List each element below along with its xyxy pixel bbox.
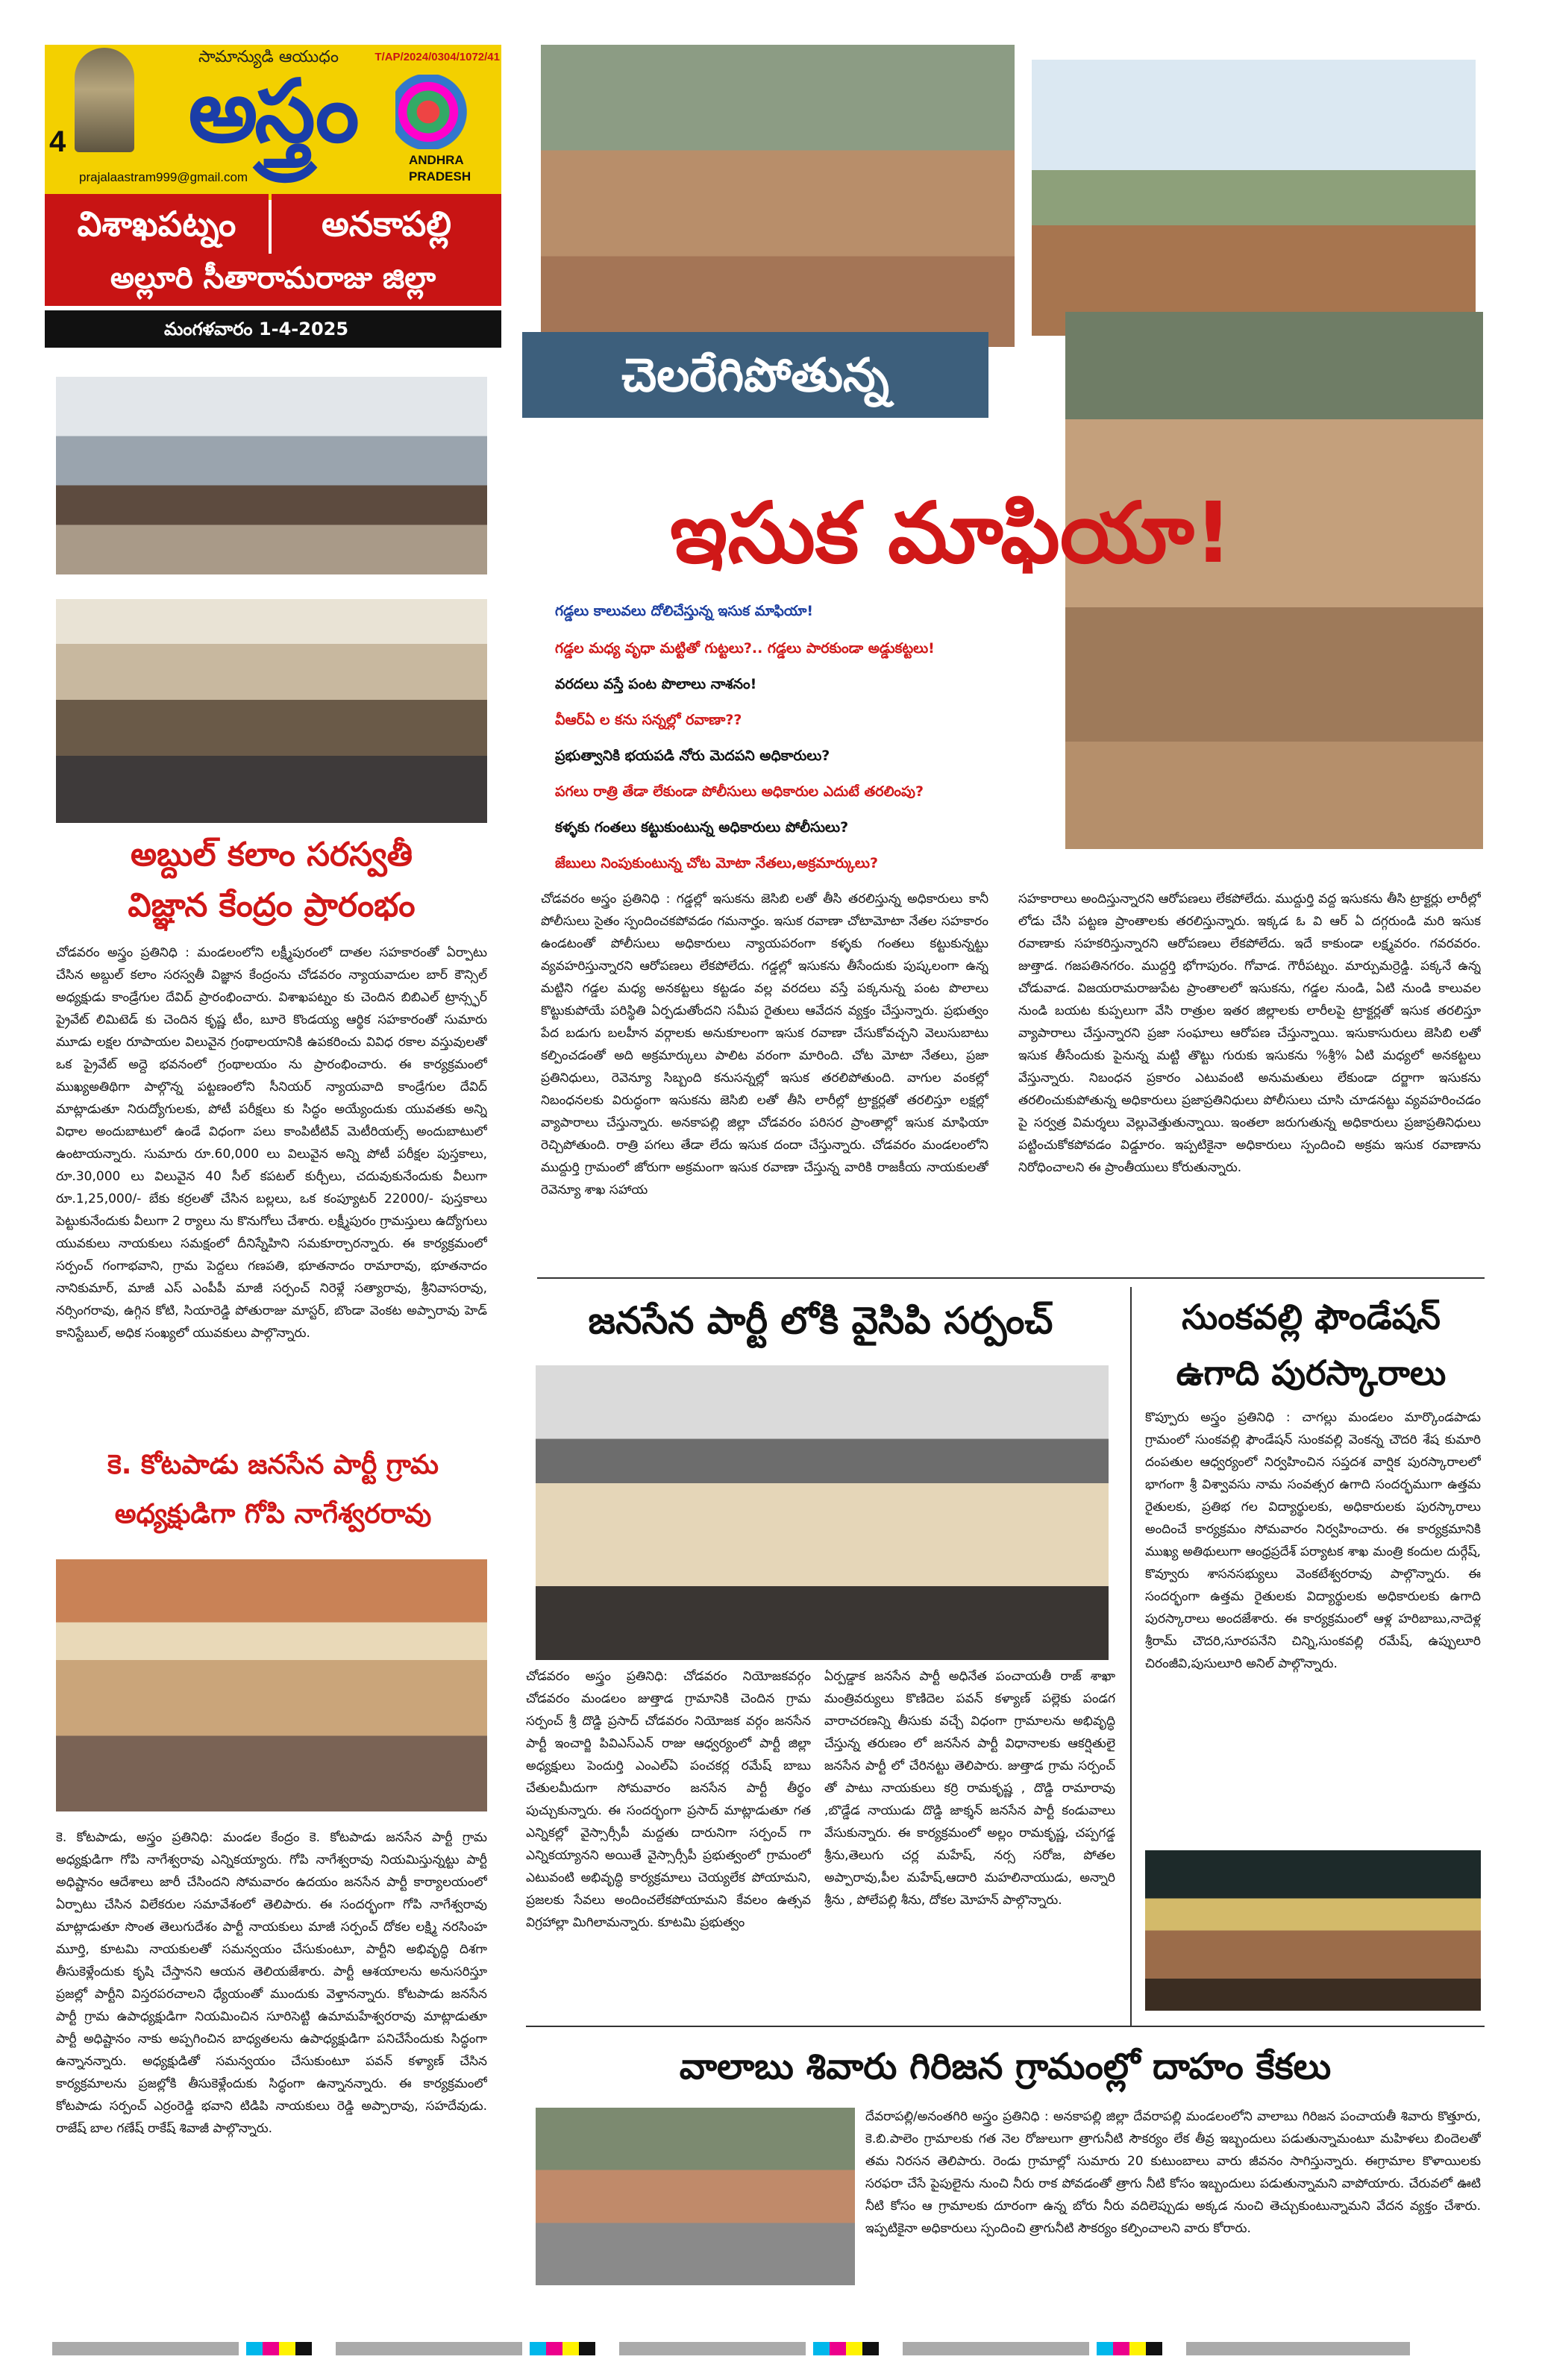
sand-headline: ఇసుక మాఫియా!	[670, 485, 1232, 582]
page-number: 4	[49, 125, 66, 158]
sand-subhead-6: పగలు రాత్రి తేడా లేకుండా పోలీసులు అధికారుల ఎదుటే తరలింపు?	[551, 777, 1028, 806]
kalam-title-2: విజ్ఞాన కేంద్రం ప్రారంభం	[128, 886, 416, 924]
sunkavalli-stage-photo	[1145, 1850, 1481, 2011]
print-strip-3	[336, 2342, 522, 2355]
janasena-title: జనసేన పార్టీ లోకి వైసిపి సర్పంచ్	[588, 1299, 1053, 1342]
janasena-body-right: ఏర్పడ్డాక జనసేన పార్టీ అధినేత పంచాయతీ రాజ్ శాఖా మంత్రివర్యులు కొణిదెల పవన్ కళ్యాణ్ పల్లెకు పండగ వారాచరణన్ని తీసుకు వచ్చే విధంగా గ్రామాలను అభివృద్ధి చేస్తున్న తరుణం లో జనసేన పార్టీ విధానాలకు ఆకర్షితులై జనసేన పార్టీ లో చేరినట్టు తెలిపారు. జుత్తాడ గ్రామ సర్పంచ్ తో పాటు నాయకులు కర్రి రామకృష్ణ , దొడ్డి రామారావు ,బొడ్డేడ నాయుడు దొడ్డి జాక్శన్ జనసేన పార్టీ కండువాలు వేసుకున్నారు. ఈ కార్యక్రమంలో అల్లం రామకృష్ణ, చప్పగడ్డ శ్రీను,తెలుగు చర్ల మహేష్, నర్స సరోజ, పోతల అప్పారావు,పీల మహేష్,ఆదారి మహలినాయుడు, అన్నారి శ్రీను , పోలేపల్లి శీను, దోకల మోహన్ పాల్గొన్నారు.	[824, 1669, 1115, 1908]
district-anakapalli: అనకాపల్లి	[272, 194, 501, 254]
ap-map-logo	[395, 75, 477, 149]
masthead-tagline: సామాన్యుడి ఆయుధం	[198, 48, 339, 66]
kotapadu-title-2: అధ్యక్షుడిగా గోపి నాగేశ్వరరావు	[114, 1499, 432, 1529]
district-alluri: అల్లూరి సీతారామరాజు జిల్లా	[45, 254, 501, 306]
janasena-body-left: చోడవరం అస్త్రం ప్రతినిధి: చోడవరం నియోజకవర్గం చోడవరం మండలం జుత్తాడ గ్రామానికి చెందిన గ్రామ సర్పంచ్ శ్రీ దొడ్డి ప్రసాద్ చోడవరం నియోజక వర్గం జనసేన పార్టీ ఇంచార్జి పివిఎస్ఎన్ రాజు ఆధ్వర్యంలో పార్టీ జిల్లా అధ్యక్షులు పెందుర్తి ఎంఎల్ఏ పంచకర్ల రమేష్ బాబు చేతులమీదుగా సోమవారం జనసేన పార్టీ తీర్థం పుచ్చుకున్నారు. ఈ సందర్భంగా ప్రసాద్ మాట్లాడుతూ గత ఎన్నికల్లో వైస్సార్సీపీ మద్దతు దారునిగా సర్పంచ్ గా ఎన్నికయ్యానని అయితే వైస్సార్సీపీ ప్రభుత్వంలో గ్రామంలో ఎటువంటి అభివృద్ధి కార్యక్రమాలు చెయ్యలేక పోయామని, ప్రజలకు సేవలు అందించలేకపోయామని కేవలం ఉత్సవ విగ్రహాల్లా మిగిలామన్నారు. కూటమి ప్రభుత్వం	[526, 1669, 811, 1930]
date-bar: మంగళవారం 1-4-2025	[45, 310, 501, 348]
print-strip-8	[1097, 2342, 1179, 2355]
kotapadu-photo	[56, 1559, 487, 1811]
sand-subhead-2: గడ్డల మధ్య వృధా మట్టితో గుట్టలు?.. గడ్డలు పారకుండా అడ్డుకట్టలు!	[551, 634, 1058, 663]
print-strip-4	[530, 2342, 612, 2355]
district-vizag: విశాఖపట్నం	[45, 194, 269, 254]
sand-subhead-3: వరదలు వస్తే పంట పొలాలు నాశనం!	[551, 670, 849, 698]
sand-photo-field	[1032, 60, 1476, 336]
print-strip-7	[903, 2342, 1089, 2355]
email-address: prajalaastram999@gmail.com	[79, 170, 248, 184]
print-strip-5	[619, 2342, 806, 2355]
sand-bottom-rule	[537, 1277, 1485, 1279]
sand-subhead-1: గడ్డలు కాలువలు దోలిచేస్తున్న ఇసుక మాఫియా!	[551, 597, 968, 625]
kalam-body: చోడవరం అస్త్రం ప్రతినిధి : మండలంలోని లక్ష్మీపురంలో దాతల సహకారంతో ఏర్పాటు చేసిన అబ్దుల్ కలాం సరస్వతీ విజ్ఞాన కేంద్రంను చోడవరం న్యాయవాదుల బార్ కౌన్సిల్ అధ్యక్షుడు కాండ్రేగుల దేవిద్ ప్రారంభించారు. విశాఖపట్నం కు చెందిన బిబిఎల్ ట్రాన్స్ఫర్ ప్రైవేట్ లిమిటెడ్ కు చెందిన కృష్ణ టీం, బూరె కొండయ్య ఆర్థిక సహకారంతో సుమారు మూడు లక్షల రూపాయల విలువైన గ్రంథాలయానికి ఉపకరించు వివిధ రకాల వస్తువులతో ఒక ప్రైవేట్ అద్దె భవనంలో గ్రంథాలయం ను ప్రారంభించారు. ఈ కార్యక్రమంలో ముఖ్యఅతిథిగా పాల్గొన్న పట్టణంలోని సీనియర్ న్యాయవాది కాండ్రేగుల దేవిద్ మాట్లాడుతూ నిరుద్యోగులకు, పోటీ పరీక్షలు కు సిద్ధం అయ్యేందుకు యువతకు అన్ని విధాల అందుబాటులో ఉండే విధంగా పలు కాంపిటీటివ్ మెటీరియల్స్ అందుబాటులో ఉంటాయన్నారు. సుమారు రూ.60,000 లు విలువైన అన్ని పోటీ పరీక్షల పుస్తకాలు, రూ.30,000 లు విలువైన 40 సీల్ కపటల్ కుర్చీలు, చదువుకునేందుకు వీలుగా రూ.1,25,000/- బేకు కర్రలతో చేసిన బల్లలు, ఒక కంప్యూటర్ 22000/- పుస్తకాలు పెట్టుకునేందుకు వీలుగా 2 ర్యాలు ను కొనుగోలు చేశారు. లక్ష్మీపురం గ్రామస్తులు ఉద్యోగులు యువకులు నాయకులు సమక్షంలో దీనిస్నేహిని సమకూర్చారన్నారు. ఈ కార్యక్రమంలో సర్పంచ్ గంగాభవాని, గ్రామ పెద్దలు గణపతి, భూతనాదం రామారావు, భూతనాదం నానికుమార్, మాజీ ఎస్ ఎంపీపీ మాజీ సర్పంచ్ నిరెళ్లే సత్యారావు, శ్రీనివాసరావు, నర్సింగరావు, ఉగ్గిన కోటి, సియారెడ్డి పోతురాజు మాస్టర్, బొండా వెంకట అప్పారావు హెడ్ కానిస్టేబుల్, అధిక సంఖ్యలో యువకులు పాల్గొన్నారు.	[56, 945, 487, 1341]
water-body: దేవరాపల్లి/అనంతగిరి అస్త్రం ప్రతినిధి : అనకాపల్లి జిల్లా దేవరాపల్లి మండలంలోని వాలాబు గిరిజన పంచాయతీ శివారు కొత్తూరు, కె.బి.పాలెం గ్రామాలకు గత నెల రోజులుగా త్రాగునీటి సౌకర్యం లేక తీవ్ర ఇబ్బందులు పడుతున్నామంటూ మహిళలు బిందెలతో తమ నిరసన తెలిపారు. రెండు గ్రామాల్లో సుమారు 20 కుటుంబాలు వారు జీవనం సాగిస్తున్నారు. ఈగ్రామాల కొళాయిలకు సరఫరా చేసే పైపులైను నుంచి నీరు రాక పోవడంతో త్రాగు నీటి కోసం ఇబ్బందులు పడుతున్నామని వాపోయారు. చేరువలో ఊటి నీటి కోసం ఆ గ్రామాలకు దూరంగా ఉన్న బోరు నీరు వదిలెప్పుడు అక్కడ నుంచి తెచ్చుకుంటున్నామని వేదన వ్యక్తం చేశారు. ఇప్పటికైనా అధికారులు స్పందించి త్రాగునీటి సౌకర్యం కల్పించాలని వారు కోరారు.	[865, 2109, 1481, 2236]
print-strip-6	[813, 2342, 895, 2355]
sand-kicker-banner: చెలరేగిపోతున్న	[522, 332, 988, 418]
column-rule	[1130, 1287, 1132, 2026]
sand-subhead-4: వీఆర్ఏ ల కను సన్నల్లో రవాణా??	[551, 706, 849, 734]
kalam-title-1: అబ్దుల్ కలాం సరస్వతీ	[130, 836, 413, 874]
print-strip-2	[246, 2342, 328, 2355]
sand-photo-excavator	[541, 45, 1015, 347]
library-photo-2	[56, 599, 487, 823]
kotapadu-body: కె. కోటపాడు, అస్త్రం ప్రతినిధి: మండల కేంద్రం కె. కోటపాడు జనసేన పార్టీ గ్రామ అధ్యక్షుడిగా గోపి నాగేశ్వరావు ఎన్నికయ్యారు. గోపి నాగేశ్వరావు నియమిస్తున్నట్టు పార్టీ అధిష్టానం ఆదేశాలు జారీ చేసిందని సోమవారం ఉదయం జనసేన పార్టీ కార్యాలయంలో ఏర్పాటు చేసిన విలేకరుల సమావేశంలో తెలిపారు. ఈ సందర్భంగా గోపి నాగేశ్వరావు మాట్లాడుతూ సొంత తెలుగుదేశం పార్టీ నాయకులు మాజీ సర్పంచ్ దోకల లక్ష్మి నరసింహ మూర్తి, కూటమి నాయకులతో సమన్వయం చేసుకుంటూ, పార్టీని అభివృద్ధి దిశగా తీసుకెళ్లేందుకు కృషి చేస్తానని ఆయన తెలియజేశారు. పార్టీ ఆశయాలను అనుసరిస్తూ ప్రజల్లో పార్టీని విస్తరపరచాలని ధ్యేయంతో ముందుకు వెళ్తానన్నారు. కోటపాడు జనసేన పార్టీ గ్రామ ఉపాధ్యక్షుడిగా నియమించిన సూరిసెట్టి ఉమామహేశ్వరరావు మాట్లాడుతూ పార్టీ అధిష్టానం నాకు అప్పగించిన బాధ్యతలను ఉపాధ్యక్షుడిగా పనిచేసేందుకు సిద్ధంగా ఉన్నానన్నారు. అధ్యక్షుడితో సమన్వయం చేసుకుంటూ పవన్ కళ్యాణ్ చేసిన కార్యక్రమాలను ప్రజల్లోకి తీసుకెళ్లేందుకు సిద్ధంగా ఉన్నానన్నారు. ఈ కార్యక్రమంలో కోటపాడు సర్పంచ్ ఎర్రంరెడ్డి భవాని టిడిపి నాయకులు రెడ్డి అప్పారావు, సహదేవుడు. రాజేష్ బాల గణేష్ రాకేష్ శివాజీ పాల్గొన్నారు.	[56, 1830, 487, 2136]
print-strip-9	[1186, 2342, 1410, 2355]
sand-body-left: చోడవరం అస్త్రం ప్రతినిధి : గడ్డల్లో ఇసుకను జెసిబి లతో తీసి తరలిస్తున్న అధికారులు కానీ పోలీసులు సైతం స్పందించకపోవడం గమనార్హం. ఇసుక రవాణా చోటామోటా నేతల సహకారం ఉండటంతో పోలీసులు అధికారులు న్యాయపరంగా కళ్ళకు గంతలు కట్టుకున్నట్టు వ్యవహరిస్తున్నారని ఆరోపణలు లేకపోలేదు. గడ్డల్లో ఇసుకను తీసేందుకు పుష్కలంగా ఉన్న మట్టిని గడ్డల మధ్య అనకట్టలు కట్టడం వల్ల వరదలు వస్తే పక్కనున్న పంట పొలాలు కొట్టుకుపోయే పరిస్థితి ఏర్పడుతోందని సమీప రైతులు ఆవేదన వ్యక్తం చేస్తున్నారు. ప్రభుత్వం పేద బడుగు బలహీన వర్గాలకు అనుకూలంగా ఇసుక రవాణా చేసుకోవచ్చని వెలుసుబాటు కల్పించడంతో అది అక్రమార్కులు పాలిట వరంగా మారింది. చోట మోటా నేతలు, ప్రజా ప్రతినిధులు, రెవెన్యూ సిబ్బంది కనుసన్నల్లో ఇసుక తరలిపోతుంది. వాగుల వంకల్లో నిబంధనలకు విరుద్ధంగా ఇసుకను జెసిబి లతో తీసి లారీల్లో ట్రాక్టర్లతో తరలిస్తూ లక్షల్లో వ్యాపారాలు చేస్తున్నారు. అనకాపల్లి జిల్లా చోడవరం పరిసర ప్రాంతాల్లో ఇసుక మాఫియా రెచ్చిపోతుంది. రాత్రి పగలు తేడా లేదు ఇసుక దందా చేస్తున్నారు. చోడవరం మండలంలోని ముద్దుర్తి గ్రామంలో జోరుగా అక్రమంగా ఇసుక రవాణా చేస్తున్న వారికి రాజకీయ నాయకులతో రెవెన్యూ శాఖ సహాయ	[541, 892, 988, 1197]
print-strip-1	[52, 2342, 239, 2355]
janasena-group-photo	[536, 1365, 1109, 1660]
sunkavalli-body: కొప్పూరు అస్త్రం ప్రతినిధి : చాగల్లు మండలం మార్కొండపాడు గ్రామంలో సుంకవల్లి ఫౌండేషన్ సుంకవల్లి వెంకన్న చౌదరి శేష కుమారి దంపతుల ఆధ్వర్యంలో నిర్వహించిన సప్తదశ వార్షిక పురస్కారాలలో భాగంగా శ్రీ విశ్వావసు నామ సంవత్సర ఉగాది సందర్భముగా ఉత్తమ రైతులకు, ప్రతిభ గల విద్యార్థులకు, అధికారులకు పురస్కారాలు అందించే కార్యక్రమం సోమవారం నిర్వహించారు. ఈ కార్యక్రమానికి ముఖ్య అతిథులుగా ఆంధ్రప్రదేశ్ పర్యాటక శాఖ మంత్రి కందుల దుర్గేష్, కొవ్వూరు శాసనసభ్యులు వెంకటేశ్వరరావు పాల్గొన్నారు. ఈ సందర్భంగా ఉత్తమ రైతులకు విద్యార్థులకు అధికారులకు ఉగాది పురస్కారాలు అందజేశారు. ఈ కార్యక్రమంలో ఆళ్ల హరిబాబు,నాదెళ్ల శ్రీరామ్ చౌదరి,సూరపనేని చిన్ని,సుంకవల్లి రమేష్, ఉప్పులూరి చిరంజీవి,పుసులూరి అనిల్ పాల్గొన్నారు.	[1145, 1410, 1481, 1671]
sand-subhead-5: ప్రభుత్వానికి భయపడి నోరు మెదపని అధికారులు?	[551, 742, 968, 770]
sunkavalli-title-1: సుంకవల్లి ఫౌండేషన్	[1182, 1297, 1441, 1337]
water-title: వాలాబు శివారు గిరిజన గ్రామంల్లో దాహం కేకలు	[679, 2046, 1332, 2088]
masthead	[45, 45, 501, 306]
masthead-title: అస్త్రం	[188, 61, 357, 162]
kotapadu-title-1: కె. కోటపాడు జనసేన పార్టీ గ్రామ	[107, 1450, 439, 1480]
sand-subhead-8: జేబులు నింపుకుంటున్న చోట మోటా నేతలు,అక్రమార్కులు?	[551, 849, 968, 877]
sunkavalli-title-2: ఉగాది పురస్కారాలు	[1176, 1353, 1447, 1393]
water-photo	[536, 2108, 855, 2285]
registration-number: T/AP/2024/0304/1072/41	[374, 51, 500, 63]
water-top-rule	[526, 2026, 1485, 2027]
library-photo-1	[56, 377, 487, 574]
state-label: ANDHRA PRADESH	[409, 153, 471, 184]
sand-subhead-7: కళ్ళకు గంతలు కట్టుకుంటున్న అధికారులు పోలీసులు?	[551, 813, 998, 842]
buddha-logo-image	[75, 48, 134, 152]
sand-body-right: సహకారాలు అందిస్తున్నారని ఆరోపణలు లేకపోలేదు. ముద్దుర్తి వద్ద ఇసుకను తీసి ట్రాక్టర్లు లారీల్లో లోడు చేసి పట్టణ ప్రాంతాలకు తరలిస్తున్నారు. ఇక్కడ ఓ వి ఆర్ ఏ దగ్గరుండి మరి ఇసుక రవాణాకు సహకరిస్తున్నారని ఆరోపణలు లేకపోలేదు. ఇదే కాకుండా లక్ష్మవరం. గవరవరం. జుత్తాడ. గజపతినగరం. ముద్దర్తి భోగాపురం. గోవాడ. గౌరీపట్నం. మార్పుమర్రెడ్డి. పక్కనే ఉన్న చోడువాడ. విజయరామరాజుపేట ప్రాంతాలలో ఇసుకను, గడ్డల నుండి, ఏటి నుండి కాలువల నుండి బయట కుప్పలుగా వేసి రాత్రుల ఇతర జిల్లాలకు లారీలపై ట్రాక్టర్లతో ఇసుక తరలిస్తూ వ్యాపారాలు చేస్తున్నారని ప్రజా సంఘాలు ఆరోపణ చేస్తున్నాయి. ఇసుకాసురులు జెసిబి లతో ఇసుక తీసేందుకు పైనున్న మట్టి తొట్టు గురుకు ఇసుకను %శ్రీ% ఏటి మధ్యలో అనకట్టలు వేస్తున్నారు. నిబంధన ప్రకారం ఎటువంటి అనుమతులు లేకుండా దర్జాగా ఇసుకను తరలించుకుపోతున్న అధికారులు ప్రజాప్రతినిధులు పోలీసులు చూసి చూడనట్టు వ్యవహరించడం పై సర్వత్ర విమర్శలు వెల్లువెత్తుతున్నాయి. ఇంతలా జరుగుతున్న అధికారులు ప్రజాప్రతినిధులు పట్టించుకోకపోవడం విడ్డూరం. ఇప్పటికైనా అధికారులు స్పందించి అక్రమ ఇసుక రవాణాను నిరోధించాలని ఈ ప్రాంతీయులు కోరుతున్నారు.	[1018, 892, 1481, 1175]
